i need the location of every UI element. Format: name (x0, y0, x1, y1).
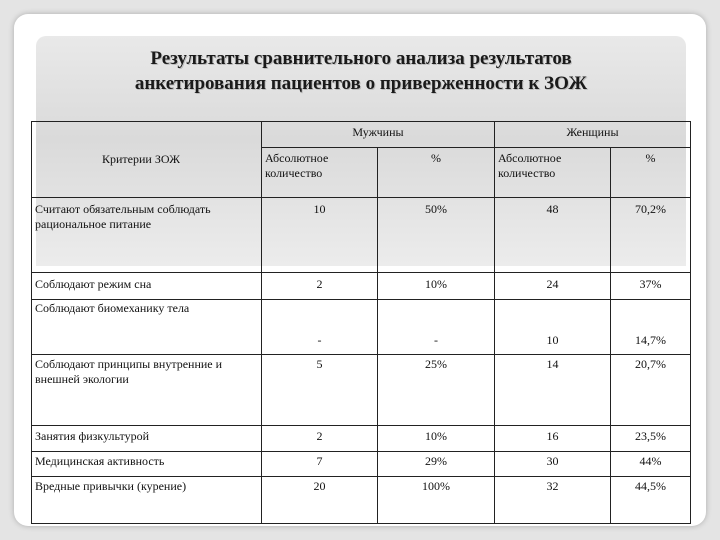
table-header-row (32, 122, 691, 148)
table-row (32, 273, 691, 300)
criterion-cell: Считают обязательным соблюдать рациональное питание (32, 198, 262, 273)
table-row (32, 426, 691, 452)
women-absolute-cell: 30 (495, 452, 611, 477)
women-percent-cell: 44% (611, 452, 691, 477)
women-absolute-header: Абсолютное количество (495, 148, 611, 198)
criteria-header: Критерии ЗОЖ (32, 122, 262, 198)
table-row (32, 355, 691, 426)
women-absolute-cell: 14 (495, 355, 611, 426)
criterion-cell: Вредные привычки (курение) (32, 477, 262, 524)
men-percent-cell: 29% (378, 452, 495, 477)
men-absolute-cell: 20 (262, 477, 378, 524)
women-group-header: Женщины (495, 122, 691, 148)
table-row (32, 477, 691, 524)
slide-title-line-2: анкетирования пациентов о приверженности к ЗОЖ (134, 73, 588, 94)
slide-title (36, 46, 686, 96)
men-absolute-header: Абсолютное количество (262, 148, 378, 198)
results-table (31, 121, 691, 524)
criterion-cell: Соблюдают принципы внутренние и внешней экологии (32, 355, 262, 426)
men-group-header: Мужчины (262, 122, 495, 148)
women-absolute-cell: 10 (495, 300, 611, 355)
women-percent-cell: 14,7% (611, 300, 691, 355)
criterion-cell: Занятия физкультурой (32, 426, 262, 452)
men-absolute-cell: - (262, 300, 378, 355)
women-absolute-cell: 48 (495, 198, 611, 273)
men-absolute-cell: 2 (262, 273, 378, 300)
women-percent-cell: 44,5% (611, 477, 691, 524)
men-percent-cell: 10% (378, 426, 495, 452)
criterion-cell: Соблюдают биомеханику тела (32, 300, 262, 355)
men-absolute-cell: 2 (262, 426, 378, 452)
table-row (32, 300, 691, 355)
women-absolute-cell: 24 (495, 273, 611, 300)
women-absolute-cell: 32 (495, 477, 611, 524)
women-absolute-cell: 16 (495, 426, 611, 452)
women-percent-cell: 20,7% (611, 355, 691, 426)
table-row (32, 452, 691, 477)
women-percent-cell: 70,2% (611, 198, 691, 273)
criterion-cell: Медицинская активность (32, 452, 262, 477)
criterion-cell: Соблюдают режим сна (32, 273, 262, 300)
women-percent-cell: 23,5% (611, 426, 691, 452)
men-absolute-cell: 5 (262, 355, 378, 426)
men-percent-cell: 25% (378, 355, 495, 426)
men-percent-cell: 50% (378, 198, 495, 273)
men-percent-header: % (378, 148, 495, 198)
men-percent-cell: - (378, 300, 495, 355)
men-absolute-cell: 10 (262, 198, 378, 273)
slide-title-line-1: Результаты сравнительного анализа результатов (150, 48, 572, 69)
men-absolute-cell: 7 (262, 452, 378, 477)
women-percent-cell: 37% (611, 273, 691, 300)
women-percent-header: % (611, 148, 691, 198)
table-row (32, 198, 691, 273)
men-percent-cell: 100% (378, 477, 495, 524)
men-percent-cell: 10% (378, 273, 495, 300)
